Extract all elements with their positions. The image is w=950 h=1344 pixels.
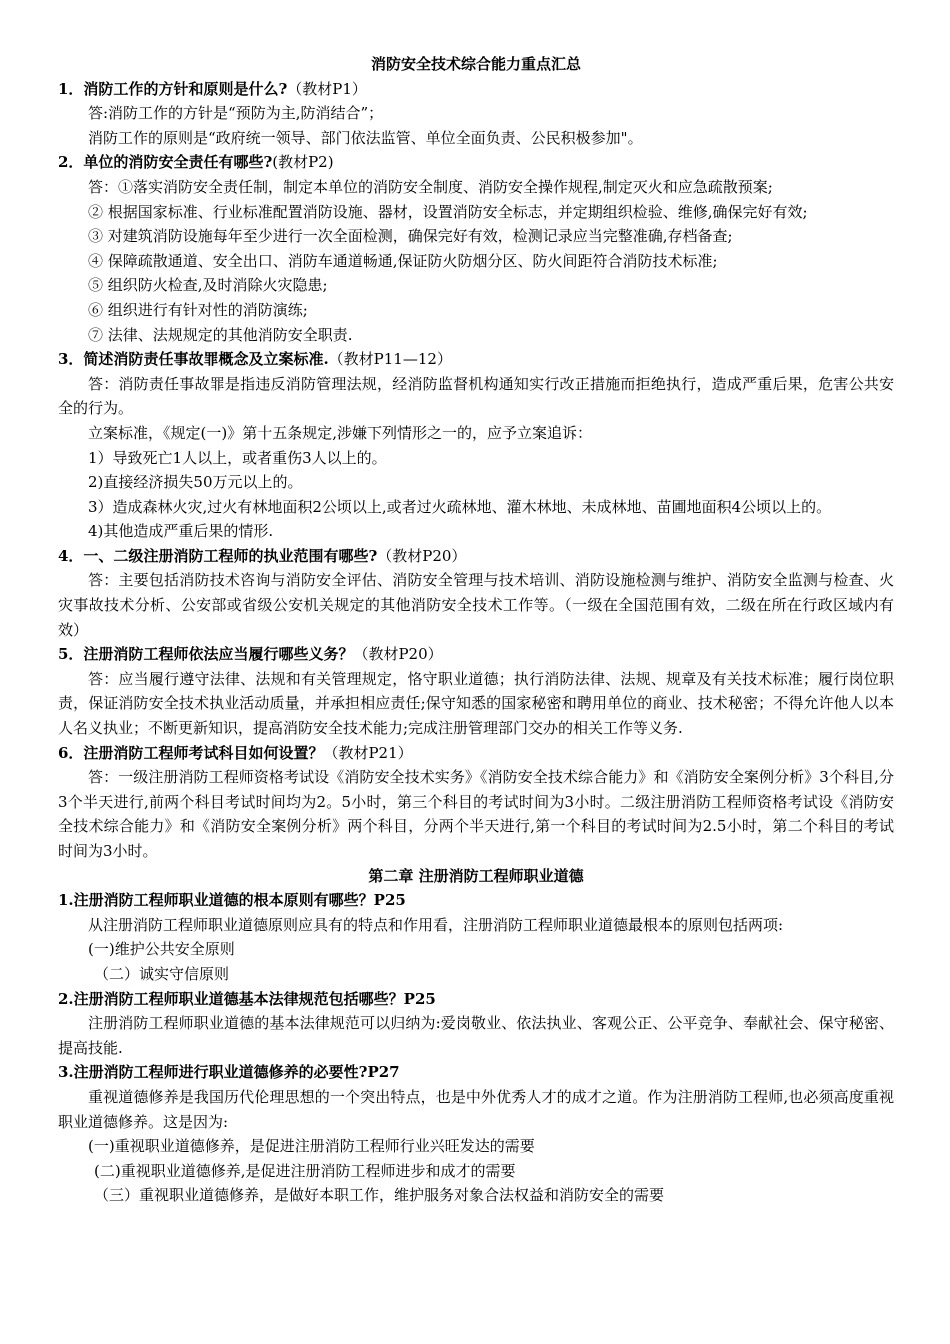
answer-line: 消防工作的原则是“政府统一领导、部门依法监管、单位全面负责、公民积极参加"。: [88, 128, 643, 147]
answer-line: ③ 对建筑消防设施每年至少进行一次全面检测，确保完好有效，检测记录应当完整准确,存档备查;: [88, 227, 733, 246]
question-4-text: 4．一、二级注册消防工程师的执业范围有哪些?: [58, 546, 378, 565]
answer-line: 立案标准，《规定(一)》第十五条规定,涉嫌下列情形之一的，应予立案追诉：: [88, 423, 592, 442]
answer-paragraph: 答：主要包括消防技术咨询与消防安全评估、消防安全管理与技术培训、消防设施检测与维护、消防安全监测与检查、火灾事故技术分析、公安部或省级公安机关规定的其他消防安全技术工作等。（一级在全国范围有效，二级在所在行政区域内有效）: [58, 571, 894, 639]
answer-line: (二)重视职业道德修养,是促进注册消防工程师进步和成才的需要: [94, 1161, 516, 1180]
answer-paragraph: 答：应当履行遵守法律、法规和有关管理规定，恪守职业道德；执行消防法律、法规、规章及有关技术标准；履行岗位职责，保证消防安全技术执业活动质量，并承担相应责任;保守知悉的国家秘密和聘用单位的商业、技术秘密；不得允许他人以本人名义执业；不断更新知识，提高消防安全技术能力;完成注册管理部门交办的相关工作等义务.: [58, 669, 894, 738]
question-2-text: 2．单位的消防安全责任有哪些?: [58, 153, 273, 172]
question-1-text: 1．消防工作的方针和原则是什么?: [58, 79, 288, 98]
answer-line: (一)重视职业道德修养，是促进注册消防工程师行业兴旺发达的需要: [88, 1137, 535, 1156]
answer-paragraph: 从注册消防工程师职业道德原则应具有的特点和作用看，注册消防工程师职业道德最根本的原则包括两项:: [88, 915, 784, 934]
chapter-2-title: 第二章 注册消防工程师职业道德: [368, 866, 584, 885]
answer-line: 答：①落实消防安全责任制，制定本单位的消防安全制度、消防安全操作规程,制定灭火和应急疏散预案;: [88, 177, 773, 196]
answer-line: 2)直接经济损失50万元以上的。: [88, 473, 303, 492]
question-5-heading: [58, 642, 894, 667]
question-4-ref: （教材P20）: [377, 546, 467, 565]
answer-line: （二）诚实守信原则: [94, 964, 230, 983]
answer-line: ⑦ 法律、法规规定的其他消防安全职责.: [88, 325, 353, 344]
answer-paragraph: 重视道德修养是我国历代伦理思想的一个突出特点，也是中外优秀人才的成才之道。作为注册消防工程师,也必须高度重视职业道德修养。这是因为:: [58, 1087, 894, 1131]
answer-paragraph: 3）造成森林火灾,过火有林地面积2公顷以上,或者过火疏林地、灌木林地、未成林地、苗圃地面积4公顷以上的。: [88, 497, 832, 516]
question-5-text: 5．注册消防工程师依法应当履行哪些义务？: [58, 645, 354, 664]
document-title: 消防安全技术综合能力重点汇总: [370, 55, 581, 73]
chapter-2-question-1: 1.注册消防工程师职业道德的根本原则有哪些？P25: [58, 891, 406, 910]
answer-paragraph: ② 根据国家标准、行业标准配置消防设施、器材，设置消防安全标志，并定期组织检验、维修,确保完好有效;: [88, 202, 808, 221]
answer-paragraph: 注册消防工程师职业道德的基本法律规范可以归纳为:爱岗敬业、依法执业、客观公正、公平竞争、奉献社会、保守秘密、提高技能.: [58, 1014, 894, 1057]
question-4-heading: [58, 544, 894, 569]
question-6-text: 6．注册消防工程师考试科目如何设置？: [58, 743, 324, 762]
answer-line: 4)其他造成严重后果的情形.: [88, 522, 274, 541]
question-3-text: 3．简述消防责任事故罪概念及立案标准.: [58, 350, 329, 369]
answer-line: （三）重视职业道德修养，是做好本职工作，维护服务对象合法权益和消防安全的需要: [94, 1186, 665, 1205]
question-2-ref: (教材P2): [272, 153, 334, 172]
question-3-ref: （教材P11—12）: [328, 350, 452, 369]
answer-line: (一)维护公共安全原则: [88, 940, 235, 959]
answer-paragraph: 答：一级注册消防工程师资格考试设《消防安全技术实务》《消防安全技术综合能力》和《消防安全案例分析》3个科目,分3个半天进行,前两个科目考试时间均为2。5小时，第三个科目的考试时间为3小时。二级注册消防工程师资格考试设《消防安全技术综合能力》和《消防安全案例分析》两个科目，分两个半天进行,第一个科目的考试时间为2.5小时，第二个科目的考试时间为3小时。: [58, 768, 894, 860]
question-2-heading: [58, 150, 894, 175]
chapter-2-question-3: 3.注册消防工程师进行职业道德修养的必要性?P27: [58, 1063, 400, 1082]
answer-line: ④ 保障疏散通道、安全出口、消防车通道畅通,保证防火防烟分区、防火间距符合消防技术标准;: [88, 251, 718, 270]
question-5-ref: （教材P20）: [353, 645, 443, 664]
answer-line: 答:消防工作的方针是“预防为主,防消结合”；: [88, 104, 384, 123]
question-1-heading: [58, 77, 894, 102]
answer-line: 1）导致死亡1人以上，或者重伤3人以上的。: [88, 448, 387, 467]
chapter-2-question-2: 2.注册消防工程师职业道德基本法律规范包括哪些？P25: [58, 989, 436, 1008]
question-3-heading: [58, 347, 894, 372]
answer-paragraph: 答：消防责任事故罪是指违反消防管理法规，经消防监督机构通知实行改正措施而拒绝执行，造成严重后果，危害公共安全的行为。: [58, 374, 894, 418]
question-6-heading: [58, 741, 894, 766]
answer-line: ⑤ 组织防火检查,及时消除火灾隐患;: [88, 276, 328, 295]
answer-line: ⑥ 组织进行有针对性的消防演练;: [88, 300, 308, 319]
question-1-ref: （教材P1）: [287, 79, 367, 98]
question-6-ref: （教材P21）: [323, 743, 413, 762]
